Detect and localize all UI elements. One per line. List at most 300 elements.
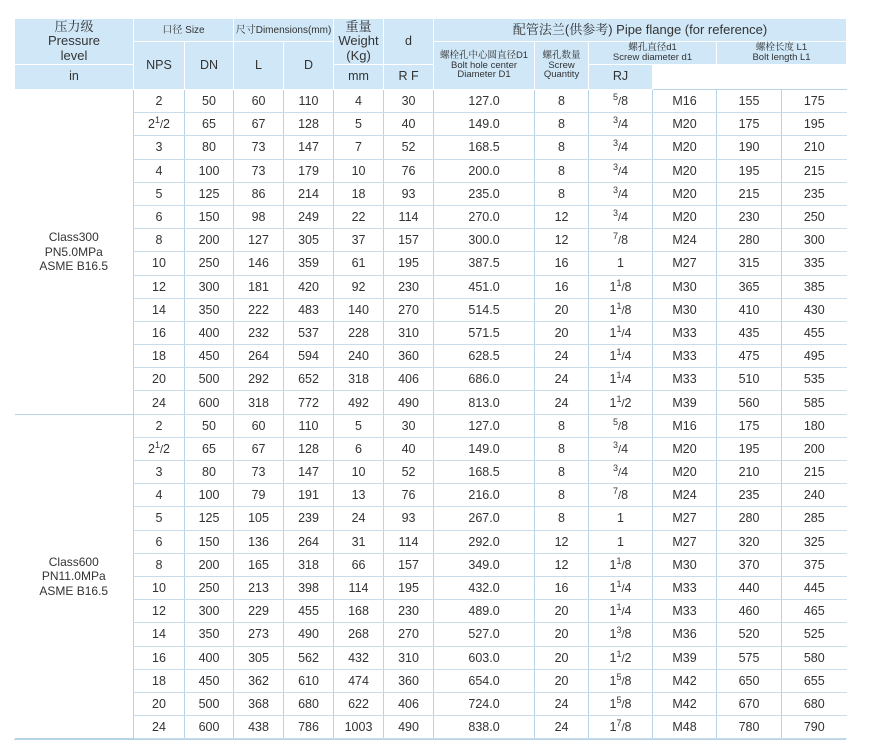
cell-dn: 50 <box>185 414 234 437</box>
cell-screw-quantity: 20 <box>535 669 589 692</box>
cell-screw-diameter-mm: M36 <box>653 623 717 646</box>
cell-screw-quantity: 24 <box>535 345 589 368</box>
table-row <box>15 345 847 368</box>
fraction-slash: / <box>621 698 625 711</box>
fraction-whole: 1 <box>609 627 617 642</box>
fraction-numerator: 3 <box>613 462 619 473</box>
fraction-numerator: 1 <box>616 370 622 381</box>
cell-bolt-length-rj: 285 <box>782 507 847 530</box>
cell-screw-diameter-in <box>589 461 653 484</box>
cell-bolt-length-rj: 250 <box>782 205 847 228</box>
cell-bolt-length-rj: 455 <box>782 321 847 344</box>
cell-bolt-length-rj: 215 <box>782 461 847 484</box>
cell-nps <box>134 113 185 136</box>
fraction-denominator: 8 <box>621 233 629 248</box>
cell-bolt-length-rj: 215 <box>782 159 847 182</box>
cell-bolt-hole-diameter: 168.5 <box>434 461 535 484</box>
cell-l: 136 <box>234 530 284 553</box>
fraction-denominator: 8 <box>624 627 632 642</box>
cell-d: 239 <box>284 507 334 530</box>
fraction-denominator: 4 <box>621 163 629 178</box>
fraction-value <box>613 91 629 109</box>
fraction-denominator: 4 <box>624 604 632 619</box>
cell-nps: 5 <box>134 507 185 530</box>
cell-screw-diameter-in <box>589 576 653 599</box>
cell-nps: 4 <box>134 159 185 182</box>
cell-bolt-length-rj: 525 <box>782 623 847 646</box>
cell-weight: 7 <box>334 136 384 159</box>
cell-weight: 1003 <box>334 716 384 739</box>
table-row <box>15 692 847 715</box>
header-dn: DN <box>185 42 234 90</box>
cell-screw-diameter-in <box>589 692 653 715</box>
cell-nps: 10 <box>134 576 185 599</box>
cell-screw-diameter-mm: M39 <box>653 646 717 669</box>
cell-bolt-hole-diameter: 168.5 <box>434 136 535 159</box>
cell-small-d: 93 <box>384 507 434 530</box>
fraction-denominator: 8 <box>624 720 632 735</box>
cell-screw-diameter-mm: M33 <box>653 345 717 368</box>
cell-screw-quantity: 20 <box>535 600 589 623</box>
cell-screw-quantity: 24 <box>535 368 589 391</box>
cell-screw-diameter-in <box>589 275 653 298</box>
table-row <box>15 113 847 136</box>
cell-d: 305 <box>284 229 334 252</box>
fraction-denominator: 4 <box>621 117 629 132</box>
fraction-denominator: 8 <box>624 279 632 294</box>
cell-l: 213 <box>234 576 284 599</box>
fraction-numerator: 1 <box>616 578 622 589</box>
fraction-whole: 2 <box>148 441 155 456</box>
cell-nps: 12 <box>134 275 185 298</box>
cell-small-d: 93 <box>384 182 434 205</box>
fraction-slash: / <box>621 559 625 572</box>
cell-l: 98 <box>234 205 284 228</box>
header-dim-d: D <box>284 42 334 90</box>
cell-weight: 22 <box>334 205 384 228</box>
cell-d: 179 <box>284 159 334 182</box>
cell-l: 305 <box>234 646 284 669</box>
table-row <box>15 136 847 159</box>
cell-dn: 450 <box>185 345 234 368</box>
fraction-whole: 1 <box>609 395 617 410</box>
cell-bolt-hole-diameter: 838.0 <box>434 716 535 739</box>
cell-screw-quantity: 24 <box>535 391 589 414</box>
cell-bolt-length-rj: 385 <box>782 275 847 298</box>
cell-weight: 114 <box>334 576 384 599</box>
fraction-slash: / <box>618 467 622 480</box>
fraction-denominator: 4 <box>624 372 632 387</box>
header-bolt-hole-diameter <box>434 42 535 90</box>
cell-l: 146 <box>234 252 284 275</box>
table-row <box>15 414 847 437</box>
cell-screw-quantity: 8 <box>535 437 589 460</box>
cell-screw-diameter-mm: M33 <box>653 600 717 623</box>
cell-nps: 3 <box>134 461 185 484</box>
cell-d: 264 <box>284 530 334 553</box>
table-row <box>15 553 847 576</box>
cell-small-d: 30 <box>384 414 434 437</box>
cell-small-d: 157 <box>384 553 434 576</box>
cell-nps: 24 <box>134 391 185 414</box>
cell-screw-diameter-mm: M30 <box>653 553 717 576</box>
cell-weight: 37 <box>334 229 384 252</box>
cell-screw-diameter-mm: M27 <box>653 507 717 530</box>
cell-screw-diameter-mm: M39 <box>653 391 717 414</box>
table-row <box>15 229 847 252</box>
cell-small-d: 490 <box>384 391 434 414</box>
cell-dn: 350 <box>185 298 234 321</box>
cell-nps: 2 <box>134 90 185 113</box>
cell-d: 652 <box>284 368 334 391</box>
cell-screw-diameter-mm: M33 <box>653 576 717 599</box>
fraction-value <box>613 439 629 456</box>
cell-bolt-length-rj: 445 <box>782 576 847 599</box>
table-row <box>15 298 847 321</box>
table-header <box>15 19 847 90</box>
fraction-value <box>609 694 632 711</box>
header-mm: mm <box>334 65 384 90</box>
fraction-whole: 1 <box>609 557 617 572</box>
header-bolt-length <box>717 42 847 65</box>
fraction-slash: / <box>621 397 625 410</box>
cell-d: 128 <box>284 437 334 460</box>
fraction-value <box>609 555 632 572</box>
fraction-whole: 2 <box>148 117 155 132</box>
cell-screw-diameter-in <box>589 716 653 739</box>
fraction-numerator: 7 <box>616 718 622 728</box>
cell-screw-diameter-in <box>589 437 653 460</box>
fraction-numerator: 1 <box>616 277 622 288</box>
header-weight-unit: (Kg) <box>346 47 371 63</box>
cell-bolt-length-rf: 410 <box>717 298 782 321</box>
cell-d: 455 <box>284 600 334 623</box>
cell-bolt-length-rj: 200 <box>782 437 847 460</box>
cell-screw-diameter-in <box>589 391 653 414</box>
table-row <box>15 182 847 205</box>
cell-dn: 65 <box>185 437 234 460</box>
cell-d: 318 <box>284 553 334 576</box>
cell-screw-quantity: 8 <box>535 484 589 507</box>
fraction-value <box>148 117 170 131</box>
fraction-numerator: 5 <box>616 671 622 682</box>
cell-screw-diameter-mm: M42 <box>653 692 717 715</box>
cell-screw-quantity: 12 <box>535 229 589 252</box>
cell-weight: 31 <box>334 530 384 553</box>
cell-d: 680 <box>284 692 334 715</box>
cell-bolt-hole-diameter: 387.5 <box>434 252 535 275</box>
cell-d: 147 <box>284 136 334 159</box>
cell-small-d: 490 <box>384 716 434 739</box>
cell-screw-quantity: 8 <box>535 90 589 113</box>
fraction-slash: / <box>621 304 625 317</box>
header-dimensions-group: 尺寸Dimensions(mm) <box>234 19 334 42</box>
fraction-value <box>610 349 632 363</box>
header-weight <box>334 19 384 65</box>
fraction-denominator: 4 <box>624 581 632 596</box>
cell-d: 537 <box>284 321 334 344</box>
fraction-numerator: 1 <box>616 393 622 404</box>
cell-d: 398 <box>284 576 334 599</box>
fraction-numerator: 3 <box>613 161 619 172</box>
cell-weight: 5 <box>334 113 384 136</box>
cell-bolt-hole-diameter: 724.0 <box>434 692 535 715</box>
fraction-denominator: 8 <box>621 94 629 109</box>
fraction-whole: 1 <box>609 279 617 294</box>
cell-bolt-length-rf: 510 <box>717 368 782 391</box>
cell-l: 362 <box>234 669 284 692</box>
cell-bolt-hole-diameter: 149.0 <box>434 437 535 460</box>
cell-d: 594 <box>284 345 334 368</box>
fraction-numerator: 1 <box>616 648 622 659</box>
cell-nps: 5 <box>134 182 185 205</box>
cell-small-d: 52 <box>384 136 434 159</box>
header-rf: R F <box>384 65 434 90</box>
cell-bolt-hole-diameter: 628.5 <box>434 345 535 368</box>
cell-bolt-length-rj: 655 <box>782 669 847 692</box>
cell-dn: 65 <box>185 113 234 136</box>
header-screw-quantity <box>535 42 589 90</box>
pressure-level-cell <box>15 414 134 739</box>
cell-d: 110 <box>284 414 334 437</box>
cell-screw-quantity: 24 <box>535 716 589 739</box>
cell-bolt-length-rf: 155 <box>717 90 782 113</box>
cell-small-d: 360 <box>384 345 434 368</box>
cell-small-d: 270 <box>384 623 434 646</box>
fraction-whole: 1 <box>609 696 617 711</box>
fraction-numerator: 1 <box>154 115 160 126</box>
cell-nps: 16 <box>134 646 185 669</box>
table-row <box>15 623 847 646</box>
pressure-level-line: PN5.0MPa <box>44 244 103 259</box>
fraction-value <box>613 462 629 480</box>
fraction-denominator: 4 <box>624 349 632 364</box>
cell-bolt-length-rf: 215 <box>717 182 782 205</box>
cell-screw-quantity: 16 <box>535 576 589 599</box>
cell-dn: 125 <box>185 182 234 205</box>
cell-bolt-length-rj: 495 <box>782 345 847 368</box>
cell-weight: 268 <box>334 623 384 646</box>
cell-nps: 8 <box>134 229 185 252</box>
cell-bolt-length-rf: 475 <box>717 345 782 368</box>
fraction-denominator: 8 <box>621 488 629 503</box>
cell-bolt-length-rj: 535 <box>782 368 847 391</box>
cell-dn: 400 <box>185 321 234 344</box>
fraction-slash: / <box>618 420 622 433</box>
cell-screw-diameter-in <box>589 159 653 182</box>
table-row <box>15 205 847 228</box>
cell-bolt-hole-diameter: 451.0 <box>434 275 535 298</box>
cell-bolt-hole-diameter: 432.0 <box>434 576 535 599</box>
cell-d: 359 <box>284 252 334 275</box>
cell-screw-quantity: 8 <box>535 414 589 437</box>
cell-d: 147 <box>284 461 334 484</box>
fraction-whole: 1 <box>609 349 617 364</box>
fraction-numerator: 5 <box>616 694 622 705</box>
header-rj: RJ <box>589 65 653 90</box>
cell-weight: 92 <box>334 275 384 298</box>
fraction-value <box>613 161 629 178</box>
fraction-slash: / <box>618 142 622 155</box>
cell-dn: 100 <box>185 159 234 182</box>
cell-bolt-length-rf: 575 <box>717 646 782 669</box>
cell-screw-diameter-mm: M27 <box>653 530 717 553</box>
fraction-value <box>613 488 628 502</box>
fraction-denominator: 8 <box>624 696 632 711</box>
cell-bolt-length-rf: 195 <box>717 437 782 460</box>
cell-bolt-hole-diameter: 813.0 <box>434 391 535 414</box>
header-screw-dia-en: Screw diameter d1 <box>612 52 693 63</box>
cell-nps: 16 <box>134 321 185 344</box>
pressure-level-line: ASME B16.5 <box>39 583 109 598</box>
cell-nps: 18 <box>134 345 185 368</box>
cell-screw-diameter-mm: M20 <box>653 182 717 205</box>
cell-bolt-length-rj: 325 <box>782 530 847 553</box>
fraction-denominator: 2 <box>624 650 632 665</box>
cell-screw-diameter-mm: M20 <box>653 461 717 484</box>
fraction-value <box>609 300 632 317</box>
cell-screw-diameter-mm: M30 <box>653 275 717 298</box>
cell-d: 490 <box>284 623 334 646</box>
cell-screw-diameter-mm: M33 <box>653 368 717 391</box>
cell-dn: 80 <box>185 136 234 159</box>
fraction-numerator: 1 <box>616 555 622 566</box>
cell-dn: 125 <box>185 507 234 530</box>
cell-bolt-length-rf: 370 <box>717 553 782 576</box>
cell-bolt-length-rj: 300 <box>782 229 847 252</box>
cell-small-d: 40 <box>384 113 434 136</box>
table-row <box>15 321 847 344</box>
fraction-numerator: 1 <box>154 439 160 450</box>
flange-spec-sheet <box>14 18 846 742</box>
cell-screw-diameter-mm: M24 <box>653 229 717 252</box>
header-pressure-level <box>15 19 134 65</box>
header-size-group: 口径 Size <box>134 19 234 42</box>
cell-weight: 6 <box>334 437 384 460</box>
cell-bolt-hole-diameter: 200.0 <box>434 159 535 182</box>
cell-screw-diameter-mm: M20 <box>653 205 717 228</box>
cell-l: 222 <box>234 298 284 321</box>
fraction-value <box>613 416 629 433</box>
cell-bolt-hole-diameter: 300.0 <box>434 229 535 252</box>
cell-l: 73 <box>234 136 284 159</box>
table-row <box>15 484 847 507</box>
cell-bolt-length-rj: 335 <box>782 252 847 275</box>
fraction-slash: / <box>618 188 622 201</box>
header-bolt-hole-en2: Diameter D1 <box>457 69 511 81</box>
cell-dn: 600 <box>185 391 234 414</box>
fraction-whole: 1 <box>609 720 617 735</box>
cell-d: 483 <box>284 298 334 321</box>
cell-bolt-length-rf: 560 <box>717 391 782 414</box>
cell-bolt-length-rf: 190 <box>717 136 782 159</box>
cell-screw-diameter-mm: M20 <box>653 159 717 182</box>
fraction-value <box>613 184 629 201</box>
fraction-value <box>610 372 632 386</box>
cell-l: 273 <box>234 623 284 646</box>
cell-small-d: 114 <box>384 530 434 553</box>
cell-weight: 66 <box>334 553 384 576</box>
cell-nps: 6 <box>134 205 185 228</box>
cell-l: 229 <box>234 600 284 623</box>
fraction-whole: 1 <box>609 650 617 665</box>
table-row <box>15 530 847 553</box>
fraction-slash: / <box>618 212 622 225</box>
table-row <box>15 600 847 623</box>
cell-bolt-length-rf: 435 <box>717 321 782 344</box>
cell-screw-diameter-in <box>589 113 653 136</box>
cell-l: 86 <box>234 182 284 205</box>
fraction-whole: 1 <box>609 604 617 619</box>
fraction-denominator: 4 <box>621 210 629 225</box>
cell-small-d: 30 <box>384 90 434 113</box>
fraction-numerator: 7 <box>613 231 619 242</box>
fraction-denominator: 4 <box>621 441 629 456</box>
cell-l: 318 <box>234 391 284 414</box>
header-nps: NPS <box>134 42 185 90</box>
fraction-value <box>609 277 632 294</box>
cell-screw-diameter-in <box>589 600 653 623</box>
cell-bolt-length-rf: 440 <box>717 576 782 599</box>
fraction-slash: / <box>618 165 622 178</box>
fraction-slash: / <box>618 119 622 132</box>
cell-small-d: 230 <box>384 275 434 298</box>
cell-screw-quantity: 12 <box>535 205 589 228</box>
cell-screw-diameter-in <box>589 553 653 576</box>
cell-screw-diameter-in <box>589 345 653 368</box>
cell-screw-diameter-mm: M20 <box>653 136 717 159</box>
fraction-slash: / <box>618 96 622 109</box>
table-body <box>15 90 847 739</box>
cell-screw-quantity: 16 <box>535 275 589 298</box>
pressure-level-line: Class600 <box>48 554 99 569</box>
cell-bolt-length-rj: 195 <box>782 113 847 136</box>
header-bolt-len-cn: 螺栓长度 L1 <box>755 42 808 54</box>
cell-screw-diameter-mm: M33 <box>653 321 717 344</box>
cell-small-d: 360 <box>384 669 434 692</box>
cell-weight: 13 <box>334 484 384 507</box>
cell-screw-quantity: 8 <box>535 182 589 205</box>
header-pressure-level-en1: Pressure <box>47 33 101 49</box>
cell-weight: 61 <box>334 252 384 275</box>
fraction-numerator: 3 <box>613 138 619 149</box>
cell-bolt-length-rf: 280 <box>717 507 782 530</box>
fraction-slash: / <box>618 235 622 248</box>
cell-l: 60 <box>234 90 284 113</box>
cell-screw-diameter-in <box>589 646 653 669</box>
cell-d: 772 <box>284 391 334 414</box>
cell-screw-quantity: 8 <box>535 113 589 136</box>
header-bolt-hole-cn: 螺栓孔中心圆直径D1 <box>439 49 529 61</box>
cell-bolt-hole-diameter: 216.0 <box>434 484 535 507</box>
fraction-value <box>609 578 632 596</box>
cell-weight: 5 <box>334 414 384 437</box>
cell-small-d: 76 <box>384 484 434 507</box>
cell-screw-quantity: 8 <box>535 461 589 484</box>
cell-bolt-hole-diameter: 292.0 <box>434 530 535 553</box>
cell-nps: 20 <box>134 692 185 715</box>
cell-l: 67 <box>234 437 284 460</box>
fraction-numerator: 3 <box>613 184 619 195</box>
cell-d: 786 <box>284 716 334 739</box>
fraction-numerator: 5 <box>613 416 619 427</box>
cell-screw-diameter-mm: M20 <box>653 437 717 460</box>
fraction-denominator: 2 <box>163 441 170 456</box>
header-bolt-len-en: Bolt length L1 <box>752 52 811 63</box>
cell-bolt-length-rf: 320 <box>717 530 782 553</box>
cell-small-d: 76 <box>384 159 434 182</box>
cell-nps: 14 <box>134 623 185 646</box>
